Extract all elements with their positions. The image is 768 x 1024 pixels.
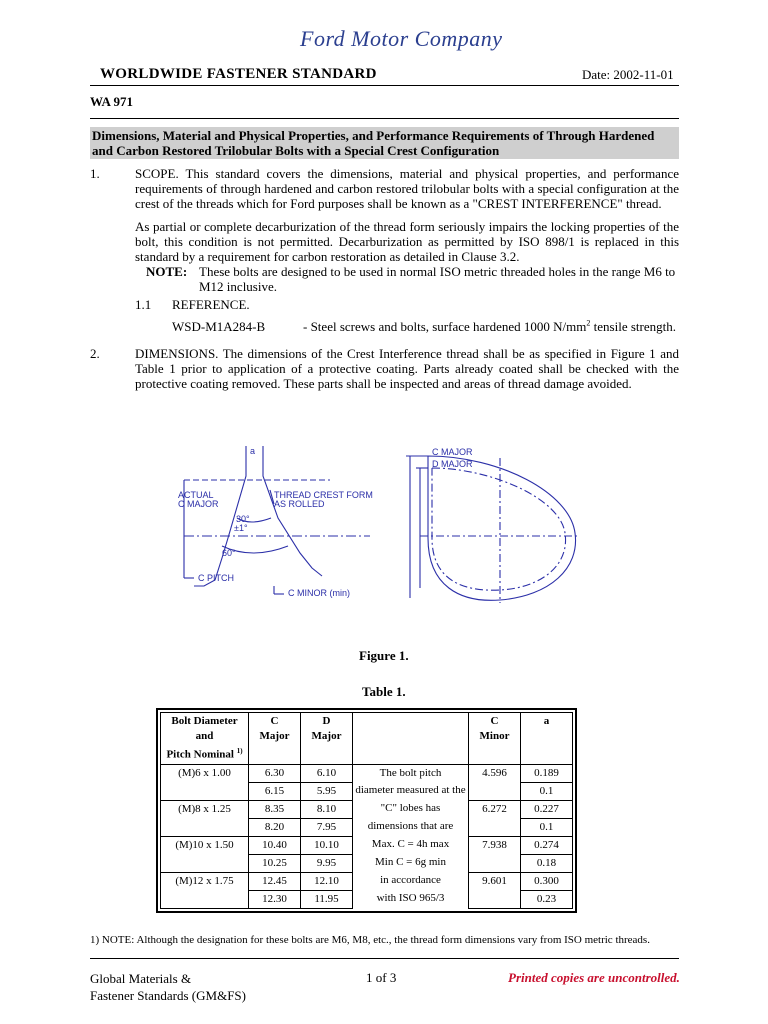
cell-c-major: 10.40 bbox=[249, 836, 301, 854]
cell-d-major: 5.95 bbox=[301, 782, 353, 800]
cell-bolt: (M)6 x 1.00 bbox=[161, 764, 249, 782]
footer-organization bbox=[90, 970, 246, 1004]
header-description bbox=[353, 713, 469, 765]
thread-flank-right bbox=[263, 462, 322, 576]
table-caption: Table 1. bbox=[362, 684, 406, 699]
cell-c-minor bbox=[469, 782, 521, 800]
table-row bbox=[161, 800, 573, 818]
header-c-minor-l1: C bbox=[490, 715, 499, 727]
reference-superscript: 2 bbox=[586, 318, 591, 328]
cell-c-major: 12.45 bbox=[249, 872, 301, 890]
figure-1-drawing bbox=[170, 438, 590, 608]
cell-c-minor: 7.938 bbox=[469, 836, 521, 854]
footer-org-line2: Fastener Standards (GM&FS) bbox=[90, 988, 246, 1003]
note-label: NOTE: bbox=[146, 264, 188, 279]
cell-a: 0.189 bbox=[521, 764, 573, 782]
cell-a: 0.1 bbox=[521, 818, 573, 836]
standard-title: WORLDWIDE FASTENER STANDARD bbox=[100, 66, 377, 82]
footer-org-line1: Global Materials & bbox=[90, 971, 192, 986]
cell-c-minor bbox=[469, 854, 521, 872]
header-c-major-l1: C bbox=[270, 715, 279, 727]
cell-c-minor: 4.596 bbox=[469, 764, 521, 782]
cell-description: Max. C = 4h max bbox=[353, 836, 469, 854]
label-angle-30: 30° bbox=[236, 514, 250, 524]
cell-c-major: 10.25 bbox=[249, 854, 301, 872]
label-crest-form-1: THREAD CREST FORM bbox=[274, 490, 373, 500]
cell-d-major: 12.10 bbox=[301, 872, 353, 890]
reference-code: WSD-M1A284-B bbox=[172, 319, 266, 334]
table-row bbox=[161, 818, 573, 836]
header-d-major-l2: Major bbox=[311, 730, 342, 742]
table-footnote: 1) NOTE: Although the designation for these bolts are M6, M8, etc., the thread form dimensions vary from ISO metric threads. bbox=[90, 934, 650, 946]
cell-bolt bbox=[161, 782, 249, 800]
reference-number: 1.1 bbox=[135, 297, 152, 312]
cell-c-major: 6.15 bbox=[249, 782, 301, 800]
cell-bolt: (M)8 x 1.25 bbox=[161, 800, 249, 818]
table-row bbox=[161, 782, 573, 800]
cell-d-major: 8.10 bbox=[301, 800, 353, 818]
cell-description: diameter measured at the bbox=[353, 782, 469, 800]
header-rule bbox=[90, 85, 679, 86]
document-number: WA 971 bbox=[90, 94, 133, 109]
label-d-major: D MAJOR bbox=[432, 459, 473, 469]
cell-d-major: 7.95 bbox=[301, 818, 353, 836]
cell-bolt bbox=[161, 890, 249, 908]
reference-description bbox=[303, 319, 683, 334]
header-bolt-line2: Pitch Nominal bbox=[166, 748, 234, 761]
header-d-major-l1: D bbox=[322, 715, 331, 727]
figure-caption: Figure 1. bbox=[359, 648, 409, 663]
cell-a: 0.1 bbox=[521, 782, 573, 800]
cell-d-major: 6.10 bbox=[301, 764, 353, 782]
note-text: These bolts are designed to be used in normal ISO metric threaded holes in the range M6 to M12 inclusive. bbox=[199, 264, 676, 294]
header-d-major bbox=[301, 713, 353, 765]
cell-bolt: (M)12 x 1.75 bbox=[161, 872, 249, 890]
cell-description: with ISO 965/3 bbox=[353, 890, 469, 908]
label-angle-60: 60° bbox=[222, 548, 236, 558]
header-c-major bbox=[249, 713, 301, 765]
table-row bbox=[161, 764, 573, 782]
cell-description: "C" lobes has bbox=[353, 800, 469, 818]
reference-title: REFERENCE. bbox=[172, 297, 250, 312]
cell-bolt bbox=[161, 818, 249, 836]
cell-description: Min C = 6g min bbox=[353, 854, 469, 872]
label-angle-tolerance: ±1° bbox=[234, 523, 248, 533]
cell-c-minor bbox=[469, 818, 521, 836]
cell-c-minor: 6.272 bbox=[469, 800, 521, 818]
table-frame bbox=[156, 708, 577, 913]
cell-description: dimensions that are bbox=[353, 818, 469, 836]
bolt-dimensions-table bbox=[160, 712, 573, 909]
decarburization-paragraph: As partial or complete decarburization of the thread form seriously impairs the locking properties of the bolt, this condition is not permitted. Decarburization as permitted by ISO 898/1 is replaced in this standard by a requirement for carbon restoration as detailed in Clause 3.2. bbox=[135, 219, 679, 264]
header-a: a bbox=[521, 713, 573, 765]
table-row bbox=[161, 854, 573, 872]
ford-logo: Ford Motor Company bbox=[300, 26, 503, 51]
header-bolt-footnote: 1) bbox=[236, 747, 243, 755]
header-c-major-l2: Major bbox=[259, 730, 290, 742]
cell-a: 0.18 bbox=[521, 854, 573, 872]
scope-paragraph: SCOPE. This standard covers the dimensions, material and physical properties, and performance requirements of through hardened and carbon restored trilobular bolts with a special configuration at the crest of the threads which for Ford purposes shall be known as a "CREST INTERFERENCE" thread. bbox=[135, 166, 679, 211]
cell-d-major: 9.95 bbox=[301, 854, 353, 872]
cell-c-major: 8.20 bbox=[249, 818, 301, 836]
cell-d-major: 11.95 bbox=[301, 890, 353, 908]
table-row bbox=[161, 836, 573, 854]
label-a: a bbox=[250, 446, 256, 456]
cell-bolt bbox=[161, 854, 249, 872]
cell-description: The bolt pitch bbox=[353, 764, 469, 782]
label-c-pitch: C PITCH bbox=[198, 573, 234, 583]
label-crest-form-2: AS ROLLED bbox=[274, 499, 325, 509]
header-rule-2 bbox=[90, 118, 679, 119]
cell-c-minor: 9.601 bbox=[469, 872, 521, 890]
table-row bbox=[161, 890, 573, 908]
cell-c-minor bbox=[469, 890, 521, 908]
d-lobe-outline bbox=[432, 468, 566, 590]
thread-diagram bbox=[170, 438, 590, 608]
label-c-major-actual: C MAJOR bbox=[178, 499, 219, 509]
cell-d-major: 10.10 bbox=[301, 836, 353, 854]
reference-desc-tail: tensile strength. bbox=[590, 319, 676, 334]
label-actual: ACTUAL bbox=[178, 490, 214, 500]
cell-a: 0.23 bbox=[521, 890, 573, 908]
table-header-row bbox=[161, 713, 573, 765]
footer-rule bbox=[90, 958, 679, 959]
cell-c-major: 8.35 bbox=[249, 800, 301, 818]
document-title: Dimensions, Material and Physical Properties, and Performance Requirements of Through Hardened and Carbon Restored Trilobular Bolts with a Special Crest Configuration bbox=[92, 128, 655, 158]
cell-a: 0.227 bbox=[521, 800, 573, 818]
reference-desc-text: - Steel screws and bolts, surface hardened 1000 N/mm bbox=[303, 319, 587, 334]
header-c-minor-l2: Minor bbox=[479, 730, 510, 742]
cell-a: 0.274 bbox=[521, 836, 573, 854]
section-2-number: 2. bbox=[90, 346, 100, 361]
cell-c-major: 6.30 bbox=[249, 764, 301, 782]
uncontrolled-notice: Printed copies are uncontrolled. bbox=[508, 970, 680, 985]
cell-description: in accordance bbox=[353, 872, 469, 890]
header-c-minor bbox=[469, 713, 521, 765]
table-row bbox=[161, 872, 573, 890]
cell-bolt: (M)10 x 1.50 bbox=[161, 836, 249, 854]
section-1-number: 1. bbox=[90, 166, 100, 181]
dimensions-paragraph: DIMENSIONS. The dimensions of the Crest Interference thread shall be as specified in Figure 1 and Table 1 prior to application of a protective coating. Parts already coated shall be checked with the protective coating removed. These parts shall be inspected and areas of thread damage avoided. bbox=[135, 346, 679, 391]
cell-a: 0.300 bbox=[521, 872, 573, 890]
label-c-major: C MAJOR bbox=[432, 447, 473, 457]
cell-c-major: 12.30 bbox=[249, 890, 301, 908]
page-number: 1 of 3 bbox=[366, 970, 397, 985]
header-bolt bbox=[161, 713, 249, 765]
header-bolt-line1: Bolt Diameter and bbox=[171, 715, 238, 742]
label-c-minor: C MINOR (min) bbox=[288, 588, 350, 598]
document-date: Date: 2002-11-01 bbox=[582, 67, 674, 82]
